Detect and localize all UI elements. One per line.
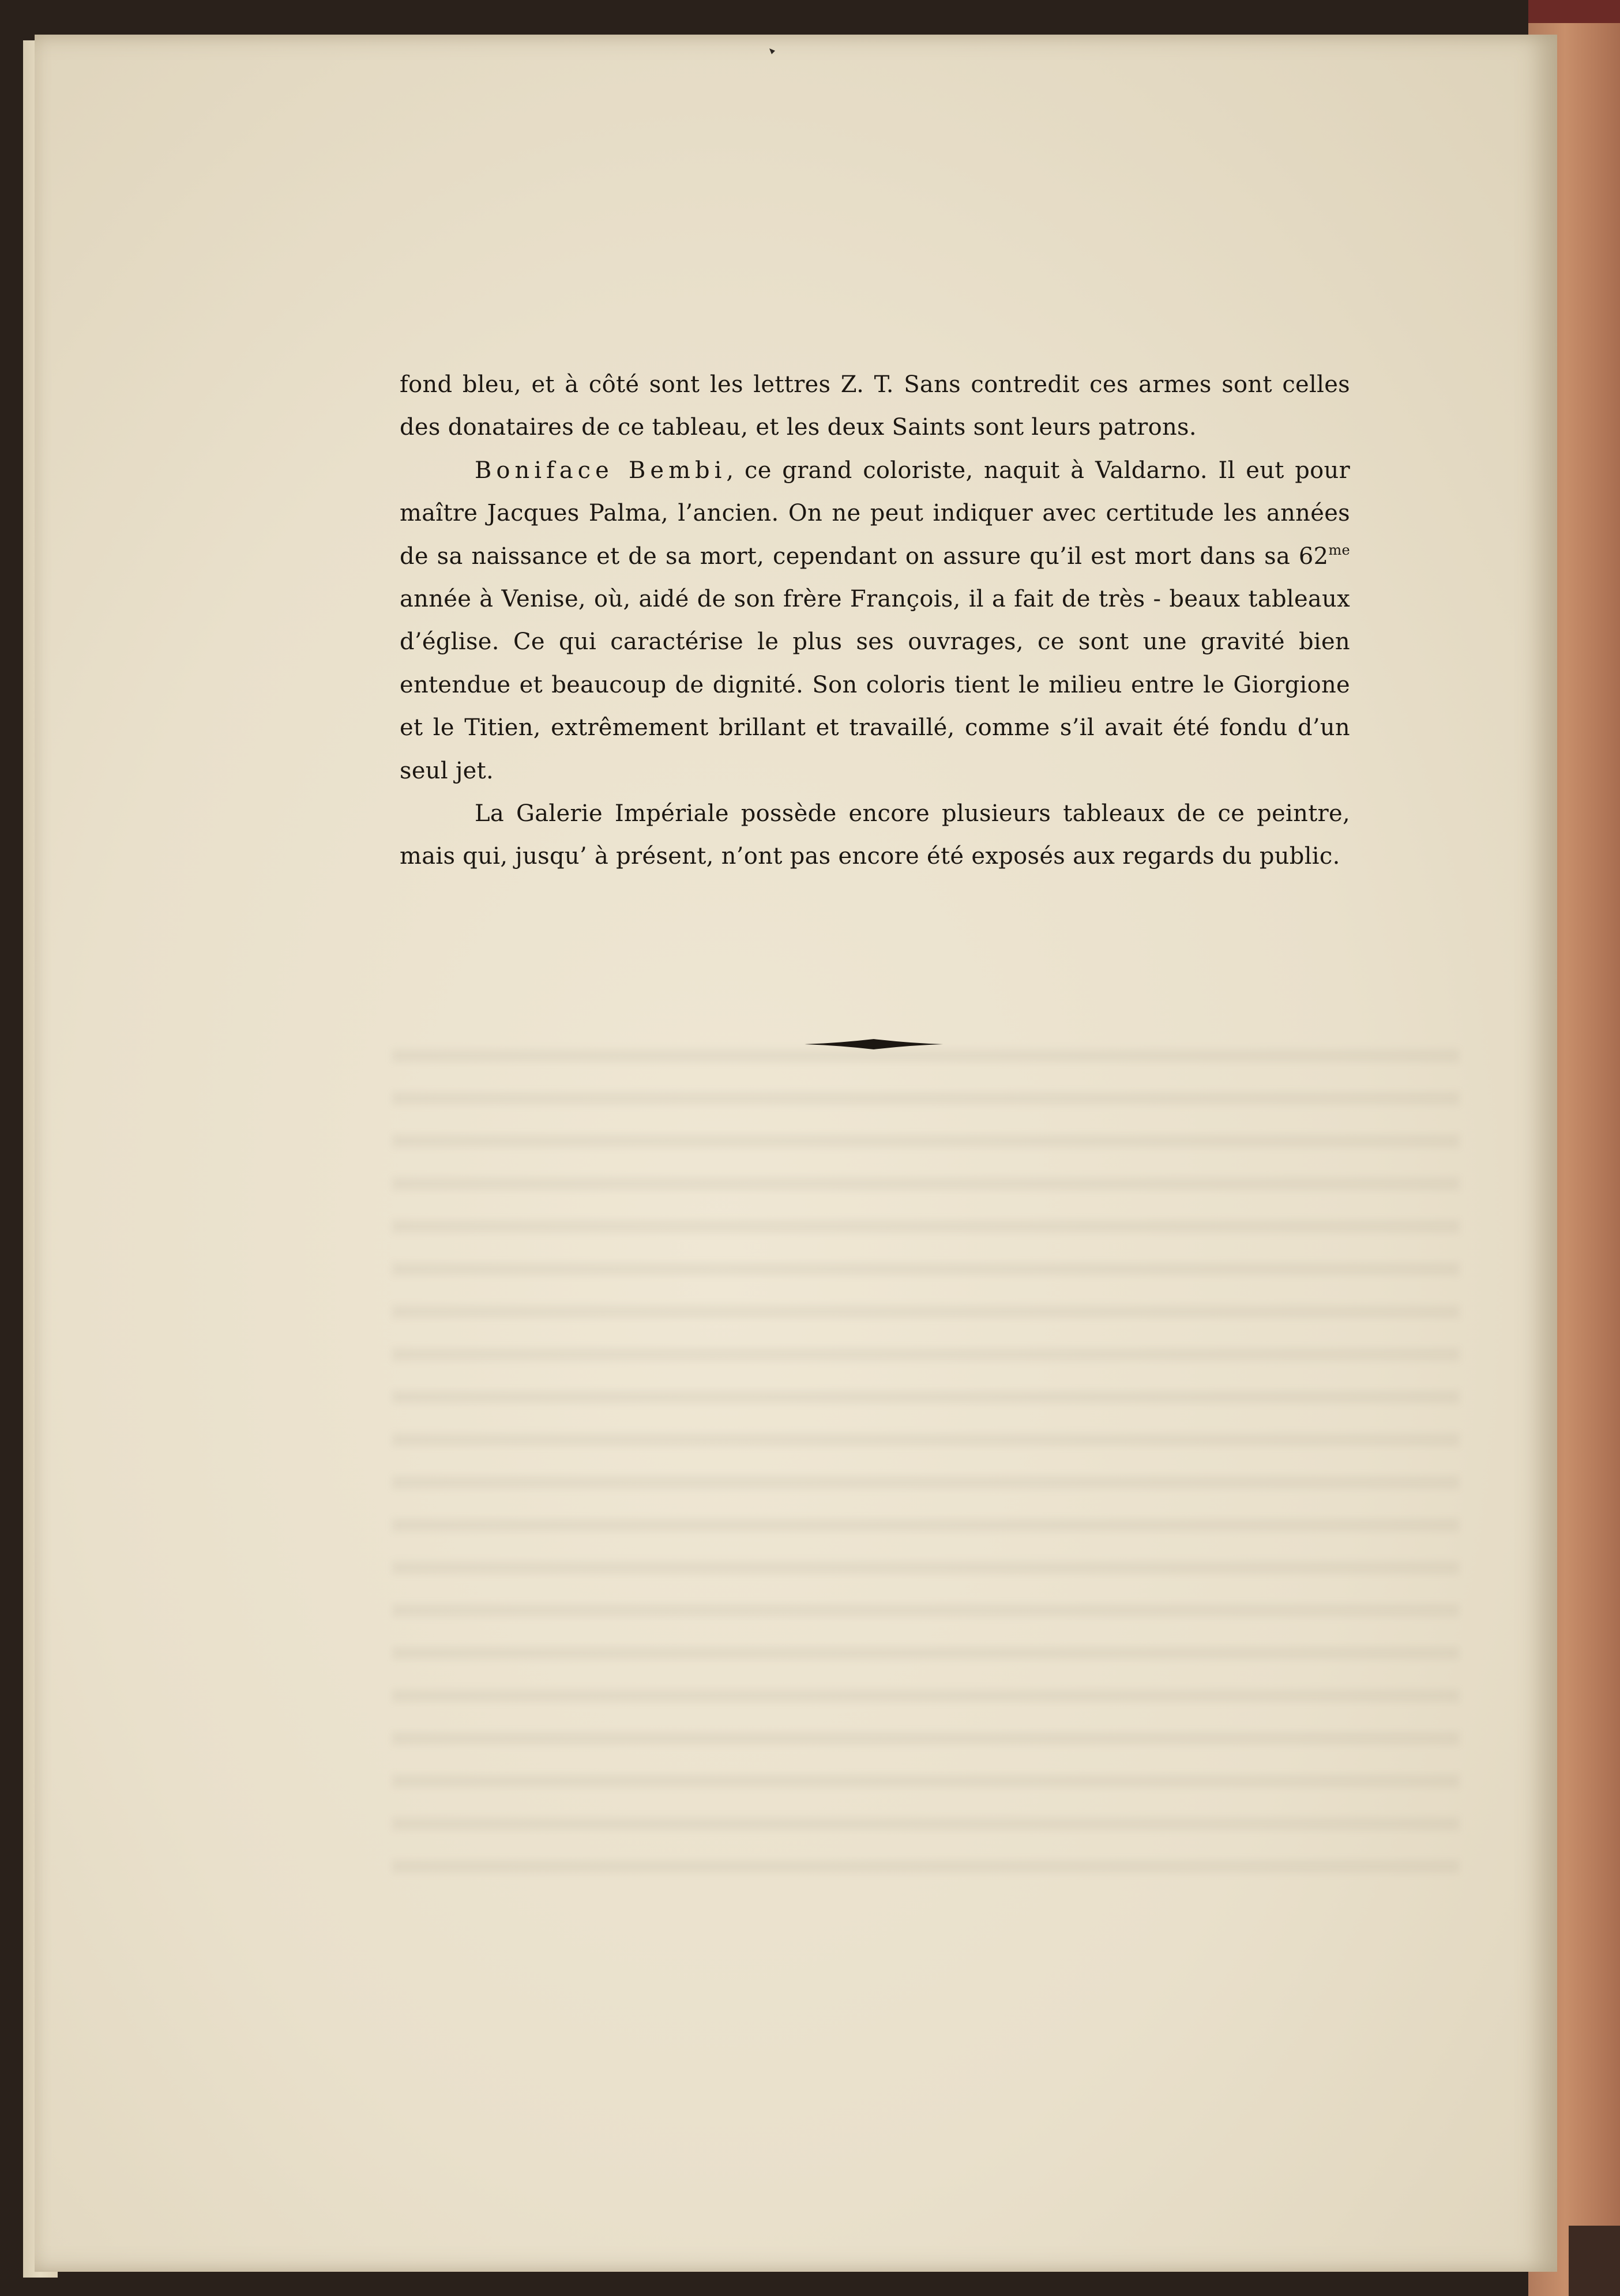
paragraph-1: fond bleu, et à côté sont les lettres Z. T. Sans contredit ces armes sont celles des donataires de ce tableau, et les deux Saints sont leurs patrons.: [400, 371, 1350, 441]
paragraph-3: La Galerie Impériale possède encore plusieurs tableaux de ce peintre, mais qui, jusqu’ à présent, n’ont pas encore été exposés aux regards du public.: [400, 800, 1350, 870]
paragraph-2: [400, 449, 1350, 792]
body-text: [400, 363, 1350, 878]
artist-name: Boniface Bembi: [475, 457, 727, 484]
book-cover-bottom: [1569, 2226, 1620, 2296]
paragraph-2-text-a: , ce grand coloriste, naquit à Valdarno. Il eut pour maître Jacques Palma, l’ancien. On ne peut indiquer avec certitude les années de sa naissance et de sa mort, cependant on assure qu’il est mort dans sa 62: [400, 457, 1350, 570]
paragraph-2-text-b: année à Venise, où, aidé de son frère François, il a fait de très - beaux tableaux d’église. Ce qui caractérise le plus ses ouvrages, ce sont une gravité bien entendue et beaucoup de dignité. Son coloris tient le milieu entre le Giorgione et le Titien, extrêmement brillant et travaillé, comme s’il avait été fondu d’un seul jet.: [400, 586, 1350, 784]
page-mark: [768, 47, 776, 55]
ordinal-suffix: me: [1328, 541, 1350, 558]
show-through-text: [392, 1026, 1459, 1891]
ornament-rule: [805, 1037, 943, 1052]
